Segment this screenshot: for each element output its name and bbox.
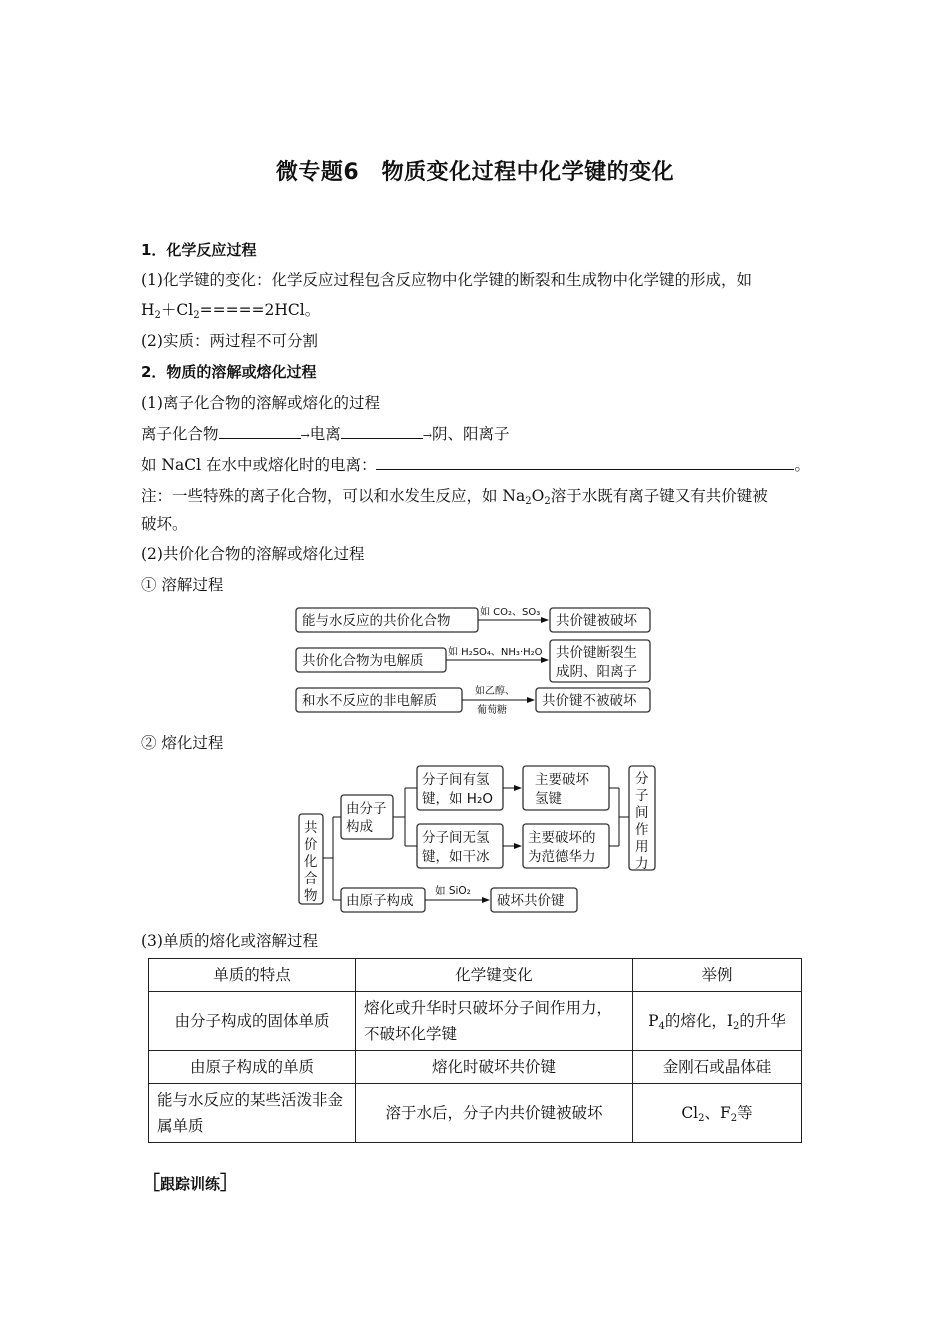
eq-h-sub: 2	[154, 310, 161, 321]
dissolve-diagram	[290, 600, 660, 720]
cell-cl-sub: 2	[698, 1113, 705, 1124]
table-header-example: 举例	[633, 959, 802, 992]
cell-etc: 等	[737, 1104, 753, 1122]
eq-cl-sub: 2	[193, 310, 200, 321]
equation-line	[141, 300, 320, 320]
melt-molecular-2: 构成	[346, 819, 373, 835]
cell-p: P	[648, 1012, 659, 1030]
melt-imf-char-1: 分	[635, 771, 649, 787]
melt-imf-char-2: 子	[635, 788, 649, 804]
section-1-paragraph-2: (2)实质：两过程不可分割	[141, 332, 318, 350]
melt-atomic: 由原子构成	[346, 893, 414, 909]
note-line-2: 破坏。	[141, 515, 188, 533]
dissolve-row1-arrow-label: 如 CO₂、SO₃	[480, 607, 541, 618]
dissolve-row2-right-2: 成阴、阳离子	[556, 664, 637, 680]
table-header-row	[149, 959, 802, 992]
dissolve-row3-arrow-label-2: 葡萄糖	[477, 705, 507, 716]
section-2-paragraph-3: (3)单质的熔化或溶解过程	[141, 932, 318, 950]
note-post: 溶于水既有离子键又有共价键被	[550, 487, 768, 505]
follow-up-training-heading	[141, 1168, 239, 1195]
cell-f: 、F	[704, 1104, 731, 1122]
table-cell	[633, 992, 802, 1051]
elemental-substance-table	[148, 958, 802, 1143]
melt-hbond-1: 分子间有氢	[422, 772, 490, 788]
table-cell: 由分子构成的固体单质	[149, 992, 356, 1051]
melt-heading: ② 熔化过程	[141, 734, 224, 752]
melt-nohbond-result-2: 为范德华力	[528, 849, 596, 865]
melt-root-char-4: 合	[304, 871, 318, 887]
page-title: 微专题6 物质变化过程中化学键的变化	[275, 160, 675, 185]
bracket-close: ］	[220, 1172, 240, 1194]
section-2-paragraph-1: (1)离子化合物的溶解或熔化的过程	[141, 394, 380, 412]
melt-atomic-result: 破坏共价键	[497, 893, 565, 909]
melt-imf-char-3: 间	[635, 805, 649, 821]
dissolve-row1-right: 共价键被破坏	[556, 613, 637, 629]
melt-imf-char-5: 用	[635, 839, 649, 855]
melt-nohbond-result-1: 主要破坏的	[528, 830, 596, 846]
flow-arrow-2: →	[422, 429, 432, 442]
melt-atomic-arrow-label: 如 SiO₂	[435, 885, 471, 897]
flow-blank-2	[341, 428, 423, 439]
table-row	[149, 1051, 802, 1084]
nacl-suffix: 。	[794, 456, 810, 474]
dissolve-row2-arrow-label: 如 H₂SO₄、NH₃·H₂O	[448, 647, 543, 658]
melt-imf-char-4: 作	[635, 822, 649, 838]
flow-arrow-1: →	[300, 429, 310, 442]
melt-root-char-2: 价	[304, 837, 318, 853]
flow-blank-1	[219, 428, 301, 439]
cell-cl: Cl	[681, 1104, 699, 1122]
section-1-heading: 1．化学反应过程	[141, 241, 257, 259]
melt-nohbond-1: 分子间无氢	[422, 830, 490, 846]
melt-nohbond-2: 键，如干冰	[422, 849, 490, 865]
dissolve-row2-right-1: 共价键断裂生	[556, 645, 637, 661]
melt-molecular-1: 由分子	[346, 801, 387, 817]
cell-end: 的升华	[739, 1012, 786, 1030]
melt-diagram	[295, 760, 665, 918]
dissolve-row1-left: 能与水反应的共价化合物	[302, 613, 451, 629]
ionic-flow-line	[141, 424, 509, 446]
flow-ions: 阴、阳离子	[431, 425, 510, 443]
note-sub-2: 2	[544, 496, 551, 507]
melt-root-char-3: 化	[304, 854, 318, 870]
flow-ionization: 电离	[309, 425, 341, 443]
table-header-bond-change: 化学键变化	[356, 959, 633, 992]
dissolve-row3-right: 共价键不被破坏	[542, 693, 637, 709]
section-1-paragraph-1: (1)化学键的变化：化学反应过程包含反应物中化学键的断裂和生成物中化学键的形成，如	[141, 271, 752, 289]
nacl-answer-blank[interactable]	[376, 457, 794, 470]
table-row	[149, 992, 802, 1051]
eq-rest: =====2HCl。	[199, 301, 321, 319]
dissolve-row3-arrow-label-1: 如乙醇、	[475, 686, 515, 697]
table-header-feature: 单质的特点	[149, 959, 356, 992]
melt-hbond-result-1: 主要破坏	[535, 772, 589, 788]
table-cell	[633, 1084, 802, 1143]
dissolve-row3-left: 和水不反应的非电解质	[302, 693, 437, 709]
table-row	[149, 1084, 802, 1143]
melt-imf-char-6: 力	[635, 856, 649, 872]
melt-hbond-result-2: 氢键	[535, 791, 562, 807]
melt-hbond-2: 键，如 H₂O	[422, 791, 493, 807]
cell-f-sub: 2	[730, 1113, 738, 1124]
cell-i-sub: 2	[733, 1021, 740, 1032]
eq-h: H	[141, 301, 155, 319]
note-line-1	[141, 486, 768, 506]
melt-root-char-5: 物	[304, 888, 318, 904]
table-cell: 溶于水后，分子内共价键被破坏	[356, 1084, 633, 1143]
cell-p-sub: 4	[658, 1021, 665, 1032]
bracket-open: ［	[141, 1172, 161, 1194]
nacl-prefix: 如 NaCl 在水中或熔化时的电离：	[141, 456, 377, 474]
flow-ionic-compound: 离子化合物	[141, 425, 219, 443]
dissolve-row2-left: 共价化合物为电解质	[302, 653, 424, 669]
note-pre: 注：一些特殊的离子化合物，可以和水发生反应，如 Na	[141, 487, 526, 505]
table-cell: 金刚石或晶体硅	[633, 1051, 802, 1084]
section-2-heading: 2．物质的溶解或熔化过程	[141, 363, 317, 381]
melt-root-char-1: 共	[304, 820, 318, 836]
nacl-line	[141, 455, 810, 475]
dissolve-heading: ① 溶解过程	[141, 576, 224, 594]
table-cell: 熔化或升华时只破坏分子间作用力，不破坏化学键	[356, 992, 633, 1051]
eq-plus-cl: ＋Cl	[160, 301, 194, 319]
table-cell: 熔化时破坏共价键	[356, 1051, 633, 1084]
cell-mid: 的熔化，I	[664, 1012, 734, 1030]
note-o: O	[531, 487, 545, 505]
table-cell: 能与水反应的某些活泼非金属单质	[149, 1084, 356, 1143]
table-cell: 由原子构成的单质	[149, 1051, 356, 1084]
note-sub-1: 2	[525, 496, 532, 507]
follow-up-training-label: 跟踪训练	[160, 1175, 221, 1193]
section-2-paragraph-2: (2)共价化合物的溶解或熔化过程	[141, 545, 365, 563]
